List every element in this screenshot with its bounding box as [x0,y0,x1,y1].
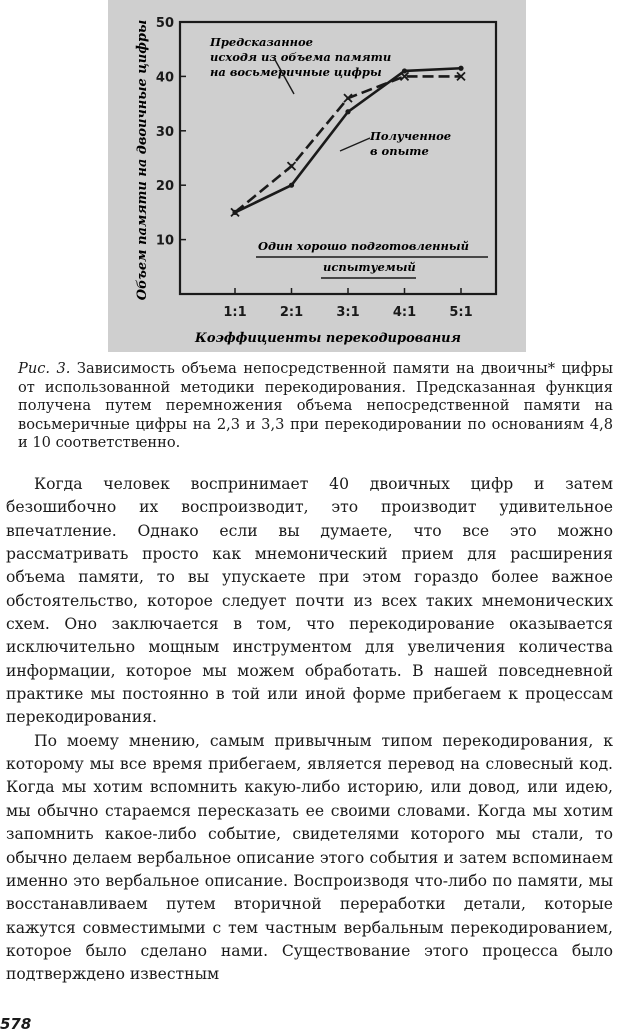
figure-caption [18,360,613,453]
y-tick-label: 20 [155,179,174,195]
y-tick-label: 40 [155,70,174,86]
observed-pointer [340,138,370,151]
annotation-subject-1: Один хорошо подготовленный [258,239,469,253]
annotation-observed-1: Полученное [370,129,452,143]
paragraph: По моему мнению, самым привычным типом перекодирования, к которому мы все время прибегаем, является перевод на словесный код. Когда мы хотим вспомнить какую-либо историю, или довод, или идею, мы обычно стараемся пересказать ее своими словами. Когда мы хотим запомнить какое-либо событие, свидетелями которого мы стали, то обычно делаем вербальное описание этого события и затем вспоминаем именно это вербальное описание. Воспроизводя что-либо по памяти, мы восстанавливаем путем вторичной переработки детали, которые кажутся совместимыми с тем частным вербальным перекодированием, которое было сделано нами. Существование этого процесса было подтверждено известным [6,731,613,984]
x-axis-label: Коэффициенты перекодирования [195,331,461,346]
x-tick-label: 1:1 [223,305,247,320]
annotation-subject-2: испытуемый [323,260,416,274]
y-axis-label: Объем памяти на двоичные цифры [135,19,150,301]
x-tick-label: 5:1 [449,305,473,320]
y-tick-label: 10 [155,233,174,249]
x-tick-label: 4:1 [392,305,417,320]
data-point-observed [402,68,407,73]
data-point-observed [458,66,463,71]
data-point-observed [289,183,294,188]
paragraph: Когда человек воспринимает 40 двоичных цифр и затем безошибочно их воспроизводит, это производит удивительное впечатление. Однако если вы думаете, что все это можно рассматривать просто как мнемонический прием для расширения объема памяти, то вы упускаете при этом гораздо более важное обстоятельство, которое следует почти из всех таких мнемонических схем. Оно заключается в том, что перекодирование оказывается исключительно мощным инструментом для увеличения количества информации, которое мы можем обработать. В нашей повседневной практике мы постоянно в той или иной форме прибегаем к процессам перекодирования. [6,475,613,727]
y-tick-label: 50 [155,16,174,31]
data-point-observed [232,210,237,215]
body-text [6,473,613,987]
data-point-observed [345,109,350,114]
data-point-predicted [288,162,296,170]
x-tick-label: 3:1 [336,305,360,320]
figure [108,0,526,352]
annotation-predicted-2: исходя из объема памяти [210,50,392,64]
annotation-predicted-1: Предсказанное [210,35,314,49]
caption-label: Рис. 3. [18,360,71,377]
x-tick-label: 2:1 [279,305,304,320]
y-tick-label: 30 [155,124,174,140]
page-number: 578 [0,1015,32,1033]
chart [108,0,526,352]
annotation-observed-2: в опыте [370,144,429,158]
caption-text: Зависимость объема непосредственной памяти на двоичны* цифры от использованной методики перекодирования. Предсказанная функция получена путем перемножения объема непосредственной памяти на восьмеричные цифры на 2,3 и 3,3 при перекодировании по основаниям 4,8 и 10 соответственно. [18,360,613,452]
annotation-predicted-3: на восьмеричные цифры [210,65,382,79]
